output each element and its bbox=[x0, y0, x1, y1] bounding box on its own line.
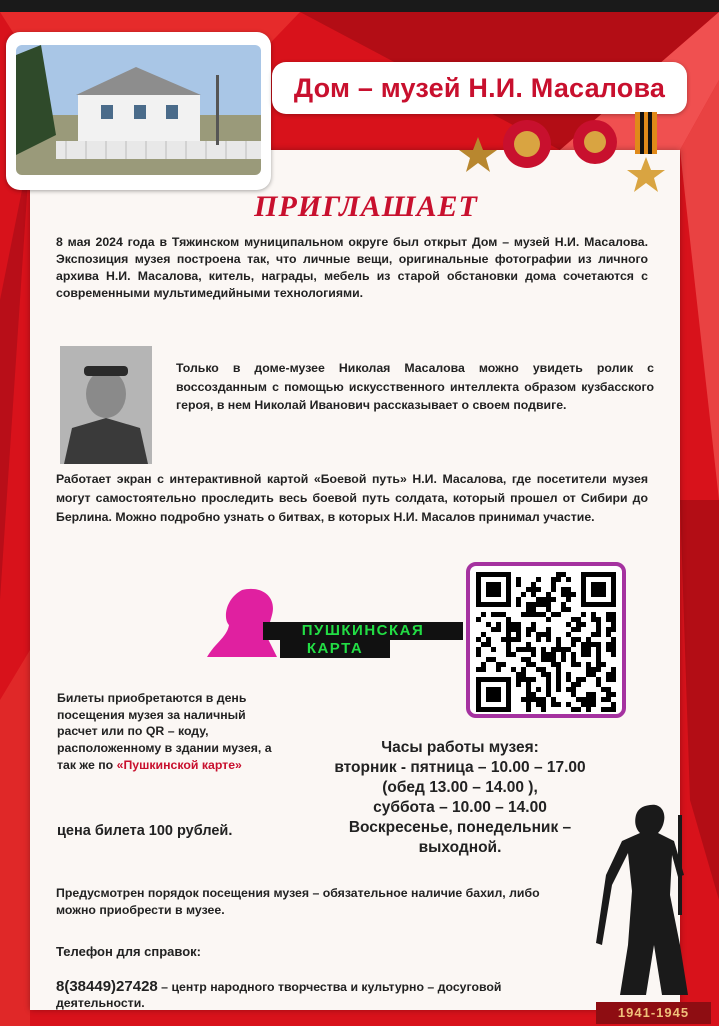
soldier-statue-silhouette bbox=[592, 795, 712, 1005]
opening-paragraph: 8 мая 2024 года в Тяжинском муниципальном округе был открыт Дом – музей Н.И. Масалова. Экспозиция музея построена так, что личные вещи, оригинальные фотографии из личного архива Н.И. Масалова, китель, награды, мебель из старой обстановки дома сочетаются с современными мультимедийными технологиями. bbox=[56, 235, 648, 300]
visit-note: Предусмотрен порядок посещения музея – обязательное наличие бахил, либо можно приобрести в музее. bbox=[56, 886, 540, 917]
ticket-price: цена билета 100 рублей. bbox=[57, 823, 233, 839]
hours-saturday: суббота – 10.00 – 14.00 bbox=[373, 799, 547, 816]
tickets-text: Билеты приобретаются в день посещения музея за наличный расчет или по QR – коду, расположенному в здании музея, а так же по bbox=[57, 691, 272, 772]
hours-weekdays: вторник - пятница – 10.00 – 17.00 bbox=[334, 759, 586, 776]
hours-title: Часы работы музея: bbox=[381, 739, 539, 756]
museum-house-photo bbox=[16, 45, 261, 175]
map-screen-paragraph: Работает экран с интерактивной картой «Боевой путь» Н.И. Масалова, где посетители музея могут самостоятельно проследить весь боевой путь солдата, который прошел от Сибири до Берлина. Можно подробно узнать о битвах, в которых Н.И. Масалов принимал участие. bbox=[56, 472, 648, 524]
contact-info bbox=[56, 979, 576, 1011]
qr-code[interactable] bbox=[466, 562, 626, 718]
hours-lunch: (обед 13.00 – 14.00 ), bbox=[382, 779, 538, 796]
opening-hours bbox=[290, 738, 630, 858]
ribbon-icon bbox=[635, 112, 657, 154]
page-title: Дом – музей Н.И. Масалова bbox=[272, 62, 687, 114]
phone-number[interactable]: 8(38449)27428 bbox=[56, 978, 158, 995]
medals-decoration bbox=[455, 112, 680, 202]
phone-label: Телефон для справок: bbox=[56, 944, 202, 959]
hours-closed-word: выходной. bbox=[418, 839, 502, 856]
hours-closed-days: Воскресенье, понедельник – bbox=[348, 819, 572, 836]
pushkin-card-text-2: КАРТА bbox=[280, 640, 390, 658]
years-badge: 1941-1945 bbox=[596, 1002, 711, 1024]
organization-name: – центр народного творчества и культурно – досуговой деятельности. bbox=[56, 980, 502, 1010]
soldier-portrait bbox=[60, 346, 152, 464]
invite-heading: ПРИГЛАШАЕТ bbox=[254, 190, 478, 223]
pushkin-card-text: ПУШКИНСКАЯ bbox=[263, 622, 463, 640]
ai-video-paragraph: Только в доме-музее Николая Масалова можно увидеть ролик с воссозданным с помощью искусственного интеллекта образом кузбасского героя, в нем Николай Иванович рассказывает о своем подвиге. bbox=[176, 361, 654, 412]
star-medal-icon bbox=[459, 137, 497, 172]
qr-code-pattern bbox=[470, 566, 622, 714]
tickets-info bbox=[57, 690, 277, 774]
pushkin-card-reference: «Пушкинской карте» bbox=[116, 757, 242, 772]
